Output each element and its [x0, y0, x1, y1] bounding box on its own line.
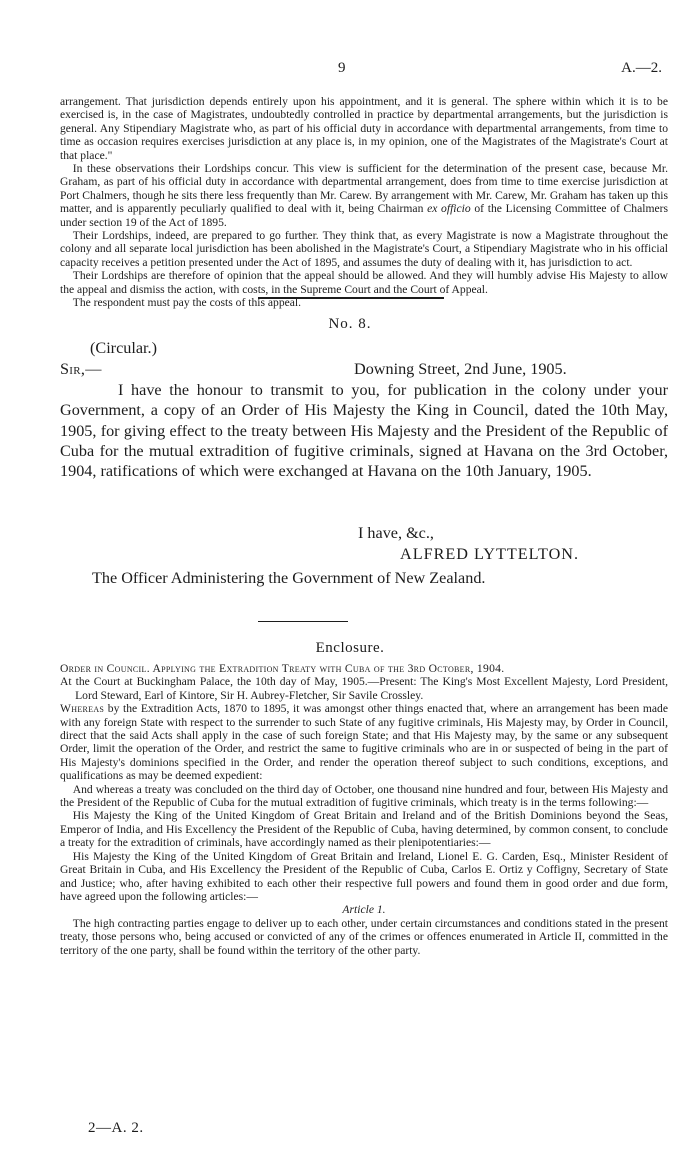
order-title: Order in Council. Applying the Extradition Treaty with Cuba of the 3rd October, 1904.	[60, 662, 505, 675]
letter-body-block	[60, 380, 668, 481]
paragraph: His Majesty the King of the United Kingdom of Great Britain and Ireland and of the British Dominions beyond the Seas, Emperor of India, and His Excellency the President of the Republic of Cuba, having determined, by common consent, to conclude a treaty for the extradition of criminals, have accordingly named as their plenipotentiaries:—	[60, 809, 668, 850]
circular-label: (Circular.)	[90, 339, 157, 357]
latin-phrase: ex officio	[427, 202, 471, 216]
salutation: Sir,—	[60, 360, 102, 378]
signature: ALFRED LYTTELTON.	[400, 545, 580, 563]
divider	[258, 621, 348, 622]
paragraph: Their Lordships are therefore of opinion that the appeal should be allowed. And they will humbly advise His Majesty to allow the appeal and dismiss the action, with costs, in the Supreme Court and the Court of Appeal.	[60, 269, 668, 296]
page-number: 9	[338, 60, 346, 76]
enclosure-heading: Enclosure.	[315, 640, 385, 656]
letter-body: I have the honour to transmit to you, for publication in the colony under your Government, a copy of an Order of His Majesty the King in Council, dated the 10th May, 1905, for giving effect to the treaty between His Majesty and the President of the Republic of Cuba for the mutual extradition of fugitive criminals, signed at Havana on the 3rd October, 1904, ratifications of which were exchanged at Havana on the 10th January, 1905.	[60, 381, 668, 481]
judgment-continuation	[60, 95, 668, 310]
court-present: At the Court at Buckingham Palace, the 10th day of May, 1905.—Present: The King's Most Excellent Majesty, Lord President, Lord Steward, Earl of Kintore, Sir H. Aubrey-Fletcher, Sir Savile Crossley.	[60, 675, 668, 702]
section-divider	[258, 297, 444, 299]
text-span: by the Extradition Acts, 1870 to 1895, it was amongst other things enacted that, where an arrangement has been made with any foreign State with respect to the surrender to such State of any fugitive criminals, His Majesty may, by Order in Council, direct that the said Acts shall apply in the case of such foreign State; and that His Majesty may, by the same or any subsequent Order, limit the operation of the Order, and restrict the same to fugitive criminals who are in or suspected of being in the part of His Majesty's dominions specified in the Order, and render the operation thereof subject to such conditions, exceptions, and qualifications as may be deemed expedient:	[60, 702, 668, 783]
paragraph: Their Lordships, indeed, are prepared to go further. They think that, as every Magistrate is now a Magistrate throughout the colony and all separate local jurisdiction has been abolished in the Magistrate's Court, a Stipendiary Magistrate who in his official capacity receives a petition presented under the Act of 1895, and assumes the duty of dealing with it, has jurisdiction to act.	[60, 229, 668, 269]
place-date: Downing Street, 2nd June, 1905.	[354, 360, 567, 378]
article-title: Article 1.	[342, 903, 386, 917]
page-header	[60, 60, 662, 80]
dispatch-letter	[60, 338, 668, 628]
paragraph	[60, 162, 668, 229]
whereas-lead: Whereas	[60, 702, 105, 716]
signature-mark: 2—A. 2.	[88, 1120, 144, 1136]
paragraph: His Majesty the King of the United Kingdom of Great Britain and Ireland, Lionel E. G. Carden, Esq., Minister Resident of Great Britain in Cuba, and His Excellency the President of the Republic of Cuba, Carlos E. Ortiz y Coffigny, Secretary of State and Justice; who, after having exhibited to each other their respective full powers and found them in good order and due form, have agreed upon the following articles:—	[60, 849, 668, 903]
closing: I have, &c.,	[358, 524, 434, 542]
letter-number: No. 8.	[328, 316, 372, 332]
enclosure-body	[60, 662, 668, 957]
paragraph	[60, 702, 668, 782]
text-span: of the Licensing Committee of Chalmers under section 19 of the Act of 1895.	[60, 202, 668, 229]
paragraph: arrangement. That jurisdiction depends entirely upon his appointment, and it is general. The sphere within which it is to be exercised is, in the case of Magistrates, undoubtedly controlled in practice by departmental arrangements, but the jurisdiction is general. Any Stipendiary Magistrate who, as part of his official duty in accordance with departmental arrangements, from time to time as occasion requires exercises jurisdiction at any place is, in my opinion, one of the Magistrates of the Magistrate's Court at that place."	[60, 95, 668, 162]
paragraph: The respondent must pay the costs of this appeal.	[72, 296, 302, 310]
addressee: The Officer Administering the Government of New Zealand.	[92, 569, 486, 587]
paragraph: And whereas a treaty was concluded on the third day of October, one thousand nine hundred and four, between His Majesty and the President of the Republic of Cuba for the mutual extradition of fugitive criminals, which treaty is in the terms following:—	[60, 782, 668, 810]
text-span: In these observations their Lordships concur. This view is sufficient for the determination of the present case, because Mr. Graham, as part of his official duty in accordance with departmental arrangement, does from time to time exercise jurisdiction at Port Chalmers, though he sits there less frequently than Mr. Carew. By arrangement with Mr. Carew, Mr. Graham has taken up this matter, and is apparently peculiarly qualified to deal with it, being Chairman	[60, 162, 668, 216]
paragraph: The high contracting parties engage to deliver up to each other, under certain circumstances and conditions stated in the present treaty, those persons who, being accused or convicted of any of the crimes or offences enumerated in Article II, committed in the territory of the one party, shall be found within the territory of the other party.	[60, 916, 668, 957]
document-reference: A.—2.	[621, 60, 662, 76]
